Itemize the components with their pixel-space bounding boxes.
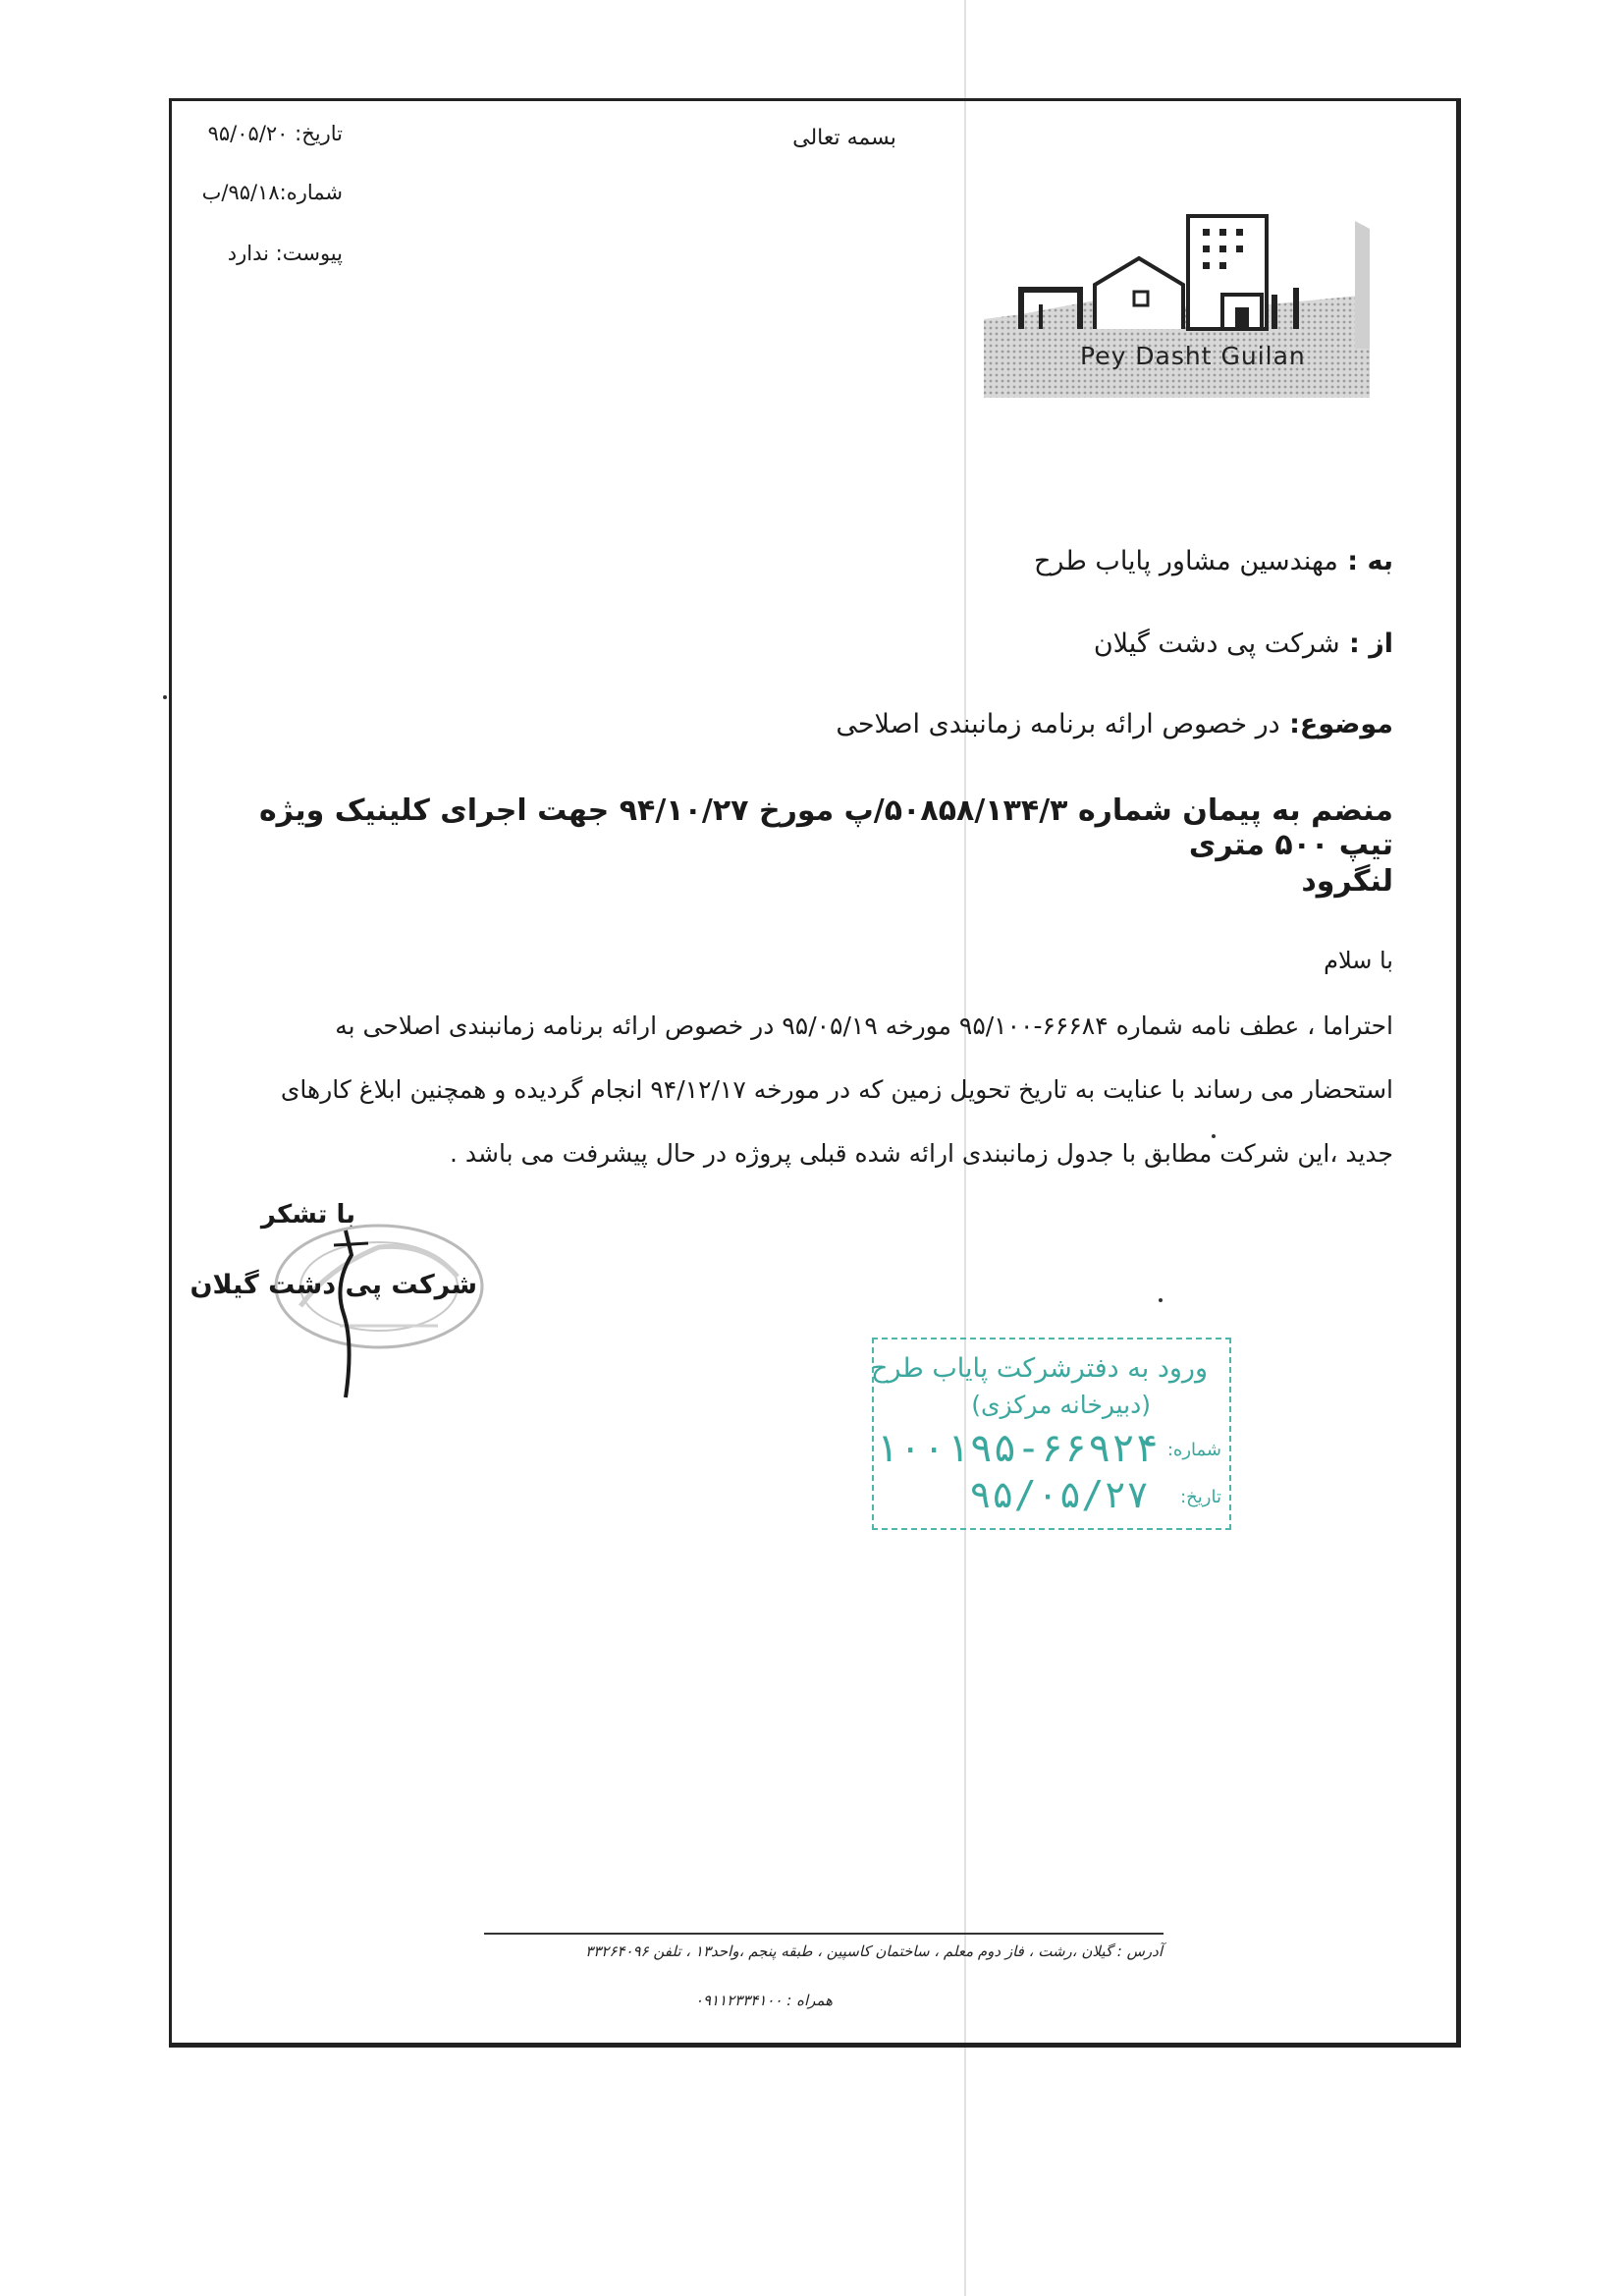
greeting: با سلام [1324,947,1393,974]
recipient-value: مهندسین مشاور پایاب طرح [1034,546,1338,576]
stray-mark [163,695,167,699]
contract-reference-line-2: لنگرود [1301,864,1393,899]
stray-mark [1212,1134,1216,1138]
recipient-label: به : [1347,546,1393,576]
sender-line [1094,629,1393,659]
signature-stroke [295,1226,412,1402]
body-text-line-1: احتراما ، عطف نامه شماره ۶۶۶۸۴-۹۵/۱۰۰ مورخه ۹۵/۰۵/۱۹ در خصوص ارائه برنامه زمانبندی اصلاحی به [335,1011,1393,1040]
footer-divider [484,1933,1164,1935]
received-stamp [872,1338,1231,1530]
bismillah-heading: بسمه تعالی [792,126,896,150]
body-text-line-2: استحضار می رساند با عنایت به تاریخ تحویل زمین که در مورخه ۹۴/۱۲/۱۷ انجام گردیده و همچنین ابلاغ کارهای [280,1075,1393,1104]
company-logo-text: Pey Dasht Guilan [1080,342,1306,370]
closing-thanks: با تشکر [260,1200,355,1230]
letter-date: تاریخ: ۹۵/۰۵/۲۰ [207,122,343,145]
footer-address: آدرس : گیلان ،رشت ، فاز دوم معلم ، ساختمان کاسپین ، طبقه پنجم ،واحد۱۳ ، تلفن ۳۳۲۶۴۰۹۶ [585,1942,1163,1960]
body-text-line-3: جدید ،این شرکت مطابق با جدول زمانبندی ارائه شده قبلی پروژه در حال پیشرفت می باشد . [450,1139,1393,1168]
contract-reference-line-1: منضم به پیمان شماره ۵۰۸۵۸/۱۳۴/۳/پ مورخ ۹۴/۱۰/۲۷ جهت اجرای کلینیک ویژه تیپ ۵۰۰ متری [258,793,1393,862]
recipient-line [1034,546,1393,576]
signature-company-name: شرکت پی دشت گیلان [189,1270,477,1300]
subject-line [836,709,1393,739]
received-stamp-title: ورود به دفترشرکت پایاب طرح [870,1353,1208,1384]
subject-value: در خصوص ارائه برنامه زمانبندی اصلاحی [836,709,1280,739]
sender-value: شرکت پی دشت گیلان [1093,629,1340,659]
footer-mobile: همراه : ۰۹۱۱۲۳۳۴۱۰۰ [694,1992,833,2009]
subject-label: موضوع: [1289,709,1393,739]
letter-attachment: پیوست: ندارد [227,242,343,265]
received-stamp-date-label: تاریخ: [1180,1487,1221,1507]
received-stamp-number-label: شماره: [1166,1440,1221,1460]
received-stamp-date: ۹۵/۰۵/۲۷ [968,1473,1149,1516]
sender-label: از : [1349,629,1393,659]
received-stamp-number: ۱۰۰۱۹۵-۶۶۹۲۴ [875,1426,1159,1471]
received-stamp-subtitle: (دبیرخانه مرکزی) [971,1391,1151,1419]
stray-mark [1159,1298,1163,1302]
letter-number: شماره:۹۵/۱۸/ب [201,181,343,204]
